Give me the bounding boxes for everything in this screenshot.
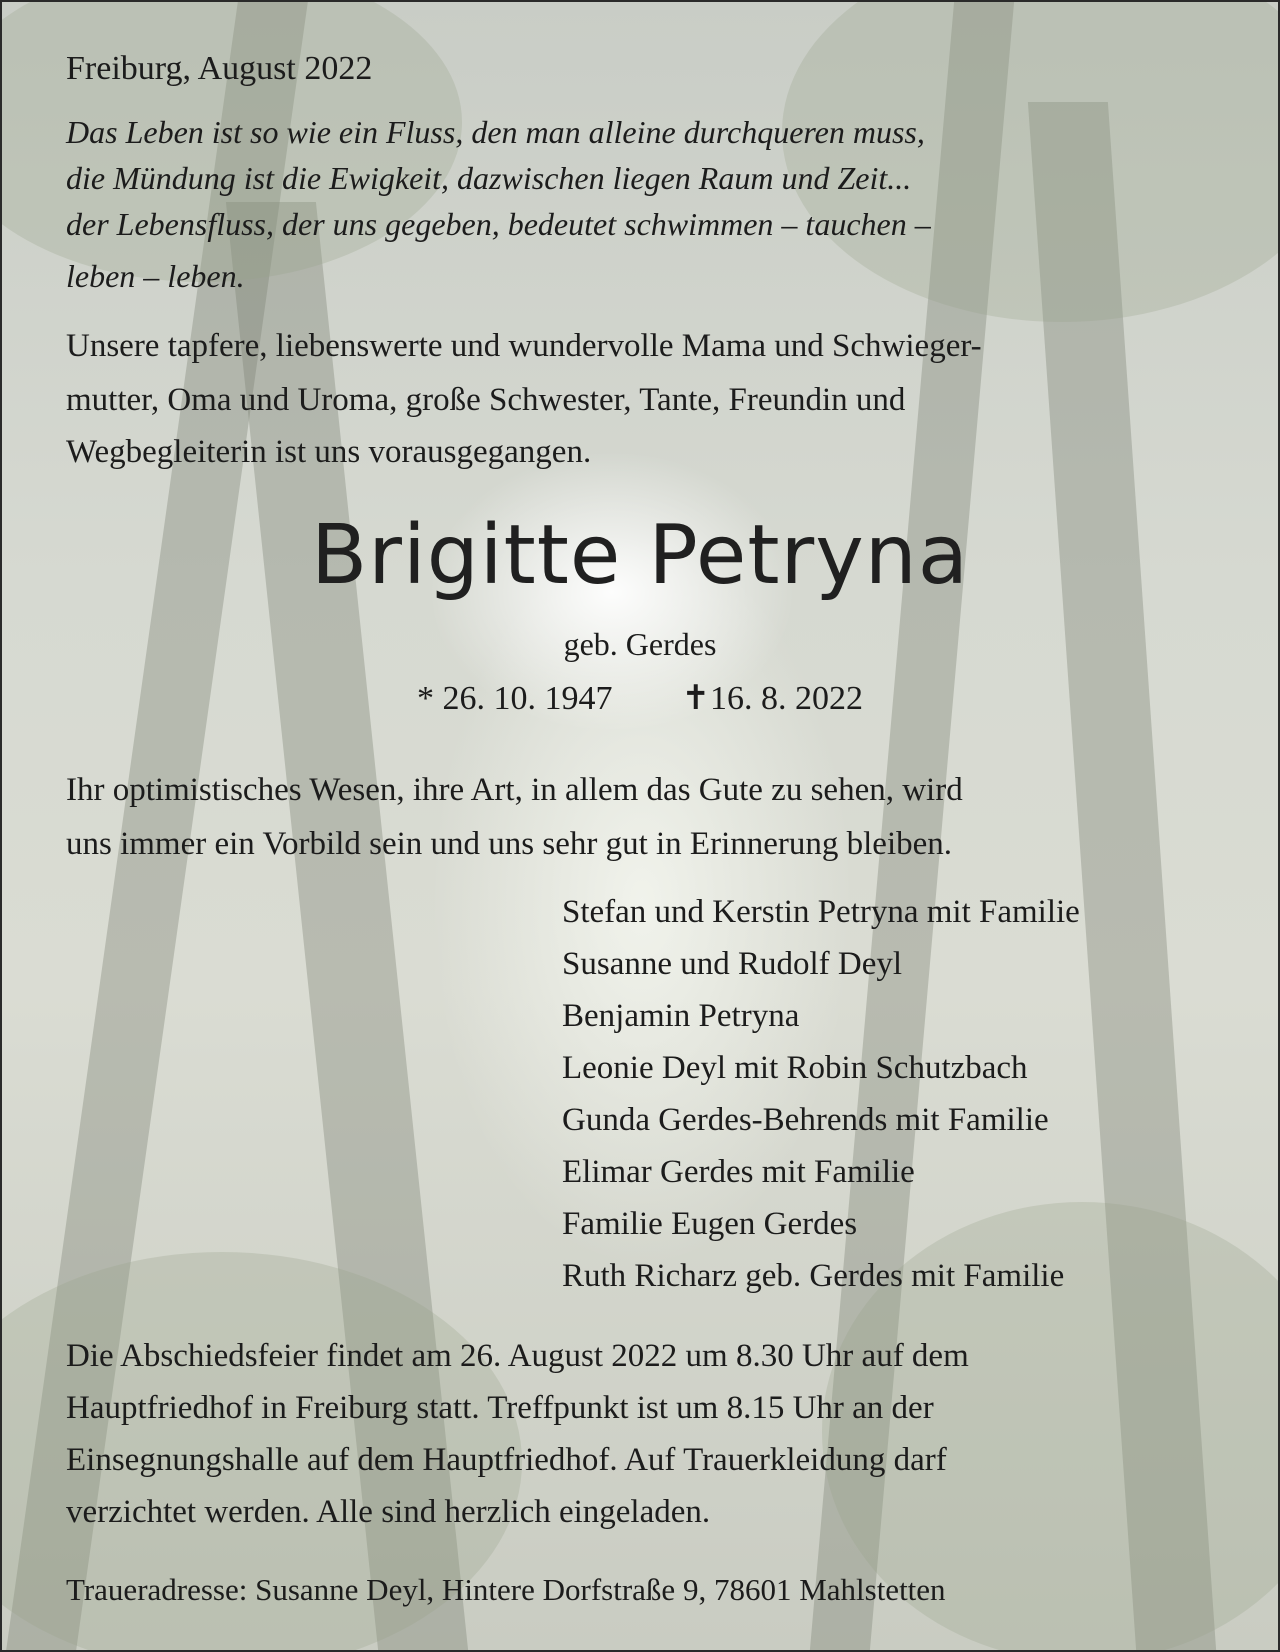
intro-line: Wegbegleiterin ist uns vorausgegangen. bbox=[66, 434, 592, 470]
intro-line: Unsere tapfere, liebenswerte und wundervolle Mama und Schwieger- bbox=[66, 328, 982, 364]
birth-date: * 26. 10. 1947 bbox=[417, 680, 613, 717]
mourner: Gunda Gerdes-Behrends mit Familie bbox=[562, 1102, 1049, 1138]
tribute-line: uns immer ein Vorbild sein und uns sehr gut in Erinnerung bleiben. bbox=[66, 826, 953, 862]
intro-line: mutter, Oma und Uroma, große Schwester, Tante, Freundin und bbox=[66, 382, 906, 418]
mourner: Ruth Richarz geb. Gerdes mit Familie bbox=[562, 1258, 1065, 1294]
ceremony-line: Die Abschiedsfeier findet am 26. August 2022 um 8.30 Uhr auf dem bbox=[66, 1338, 969, 1374]
mourners-list bbox=[562, 886, 1080, 1302]
ceremony-line: Einsegnungshalle auf dem Hauptfriedhof. Auf Trauerkleidung darf bbox=[66, 1442, 947, 1478]
deceased-name: Brigitte Petryna bbox=[311, 508, 969, 603]
tribute-line: Ihr optimistisches Wesen, ihre Art, in allem das Gute zu sehen, wird bbox=[66, 772, 963, 808]
poem-line: leben – leben. bbox=[66, 258, 245, 294]
mourner: Elimar Gerdes mit Familie bbox=[562, 1154, 915, 1190]
poem-line: der Lebensfluss, der uns gegeben, bedeutet schwimmen – tauchen – bbox=[66, 206, 931, 242]
ceremony-line: Hauptfriedhof in Freiburg statt. Treffpunkt ist um 8.15 Uhr an der bbox=[66, 1390, 934, 1426]
mourner: Stefan und Kerstin Petryna mit Familie bbox=[562, 894, 1080, 930]
ceremony-line: verzichtet werden. Alle sind herzlich eingeladen. bbox=[66, 1494, 711, 1530]
place-date: Freiburg, August 2022 bbox=[66, 50, 373, 87]
maiden-name: geb. Gerdes bbox=[563, 626, 717, 662]
poem-line: die Mündung ist die Ewigkeit, dazwischen liegen Raum und Zeit... bbox=[66, 160, 912, 196]
mourner: Familie Eugen Gerdes bbox=[562, 1206, 858, 1242]
mourner: Benjamin Petryna bbox=[562, 998, 800, 1034]
poem-line: Das Leben ist so wie ein Fluss, den man alleine durchqueren muss, bbox=[66, 114, 925, 150]
life-dates bbox=[66, 678, 1214, 718]
mourner: Susanne und Rudolf Deyl bbox=[562, 946, 903, 982]
mourner: Leonie Deyl mit Robin Schutzbach bbox=[562, 1050, 1028, 1086]
mourning-address: Traueradresse: Susanne Deyl, Hintere Dorfstraße 9, 78601 Mahlstetten bbox=[66, 1572, 946, 1607]
death-date: ✝16. 8. 2022 bbox=[681, 680, 863, 717]
